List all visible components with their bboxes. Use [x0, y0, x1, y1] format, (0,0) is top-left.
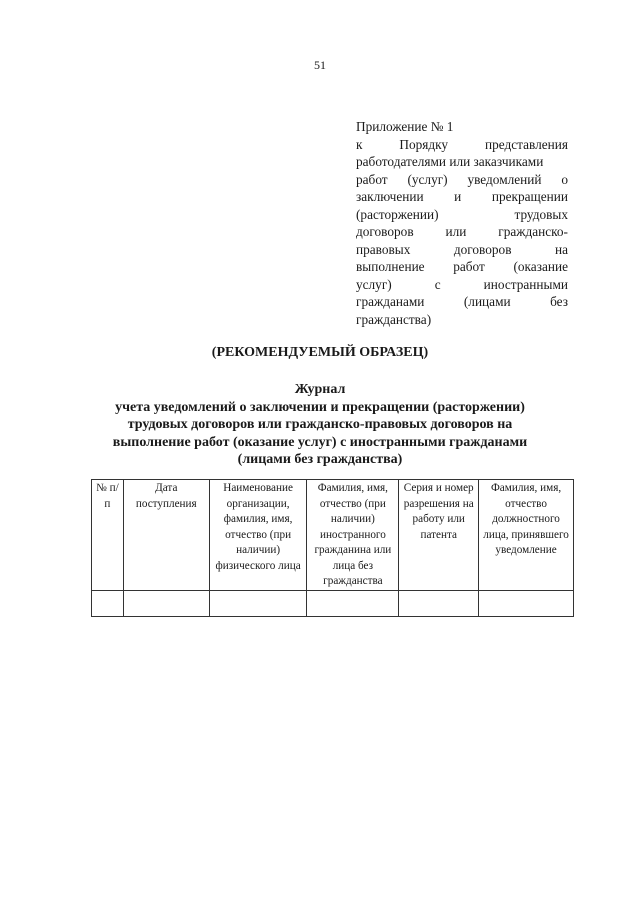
appendix-line: работ (услуг) уведомлений о — [356, 171, 568, 187]
column-header-number: № п/п — [92, 480, 124, 591]
appendix-line: гражданства) — [356, 311, 432, 327]
appendix-line: выполнение работ (оказание — [356, 259, 568, 274]
appendix-line: правовых договоров на — [356, 241, 568, 257]
journal-title-line: выполнение работ (оказание услуг) с иностранными гражданами — [112, 434, 528, 450]
journal-title — [90, 381, 550, 469]
journal-title-line: Журнал — [294, 382, 346, 397]
table-cell — [307, 590, 399, 616]
appendix-line: заключении и прекращении — [356, 189, 568, 204]
appendix-line: услуг) с иностранными — [356, 276, 568, 292]
table-header-row — [92, 480, 574, 591]
column-header-foreign-citizen: Фамилия, имя, отчество (при наличии) иностранного гражданина или лица без гражданства — [307, 480, 399, 591]
table-row — [92, 590, 574, 616]
sample-title: (РЕКОМЕНДУЕМЫЙ ОБРАЗЕЦ) — [211, 345, 429, 360]
column-header-official: Фамилия, имя, отчество должностного лица, принявшего уведомление — [479, 480, 574, 591]
journal-table — [91, 479, 574, 617]
table-cell — [209, 590, 307, 616]
appendix-line: Приложение № 1 — [356, 119, 454, 134]
page-number: 51 — [314, 58, 326, 72]
journal-title-line: (лицами без гражданства) — [237, 452, 403, 467]
column-header-organization: Наименование организации, фамилия, имя, отчество (при наличии) физического лица — [209, 480, 307, 591]
journal-title-line: трудовых договоров или гражданско-правовых договоров на — [127, 417, 513, 432]
table-cell — [399, 590, 479, 616]
appendix-line: (расторжении) трудовых — [356, 206, 568, 222]
appendix-line: к Порядку представления — [356, 136, 568, 152]
column-header-date: Дата поступления — [123, 480, 209, 591]
column-header-permit: Серия и номер разрешения на работу или патента — [399, 480, 479, 591]
appendix-line: работодателями или заказчиками — [356, 154, 544, 169]
table-cell — [92, 590, 124, 616]
journal-title-line: учета уведомлений о заключении и прекращении (расторжении) — [115, 399, 525, 415]
table-cell — [123, 590, 209, 616]
appendix-line: гражданами (лицами без — [356, 294, 568, 309]
appendix-line: договоров или гражданско- — [356, 224, 568, 239]
table-cell — [479, 590, 574, 616]
appendix-note — [356, 118, 568, 328]
